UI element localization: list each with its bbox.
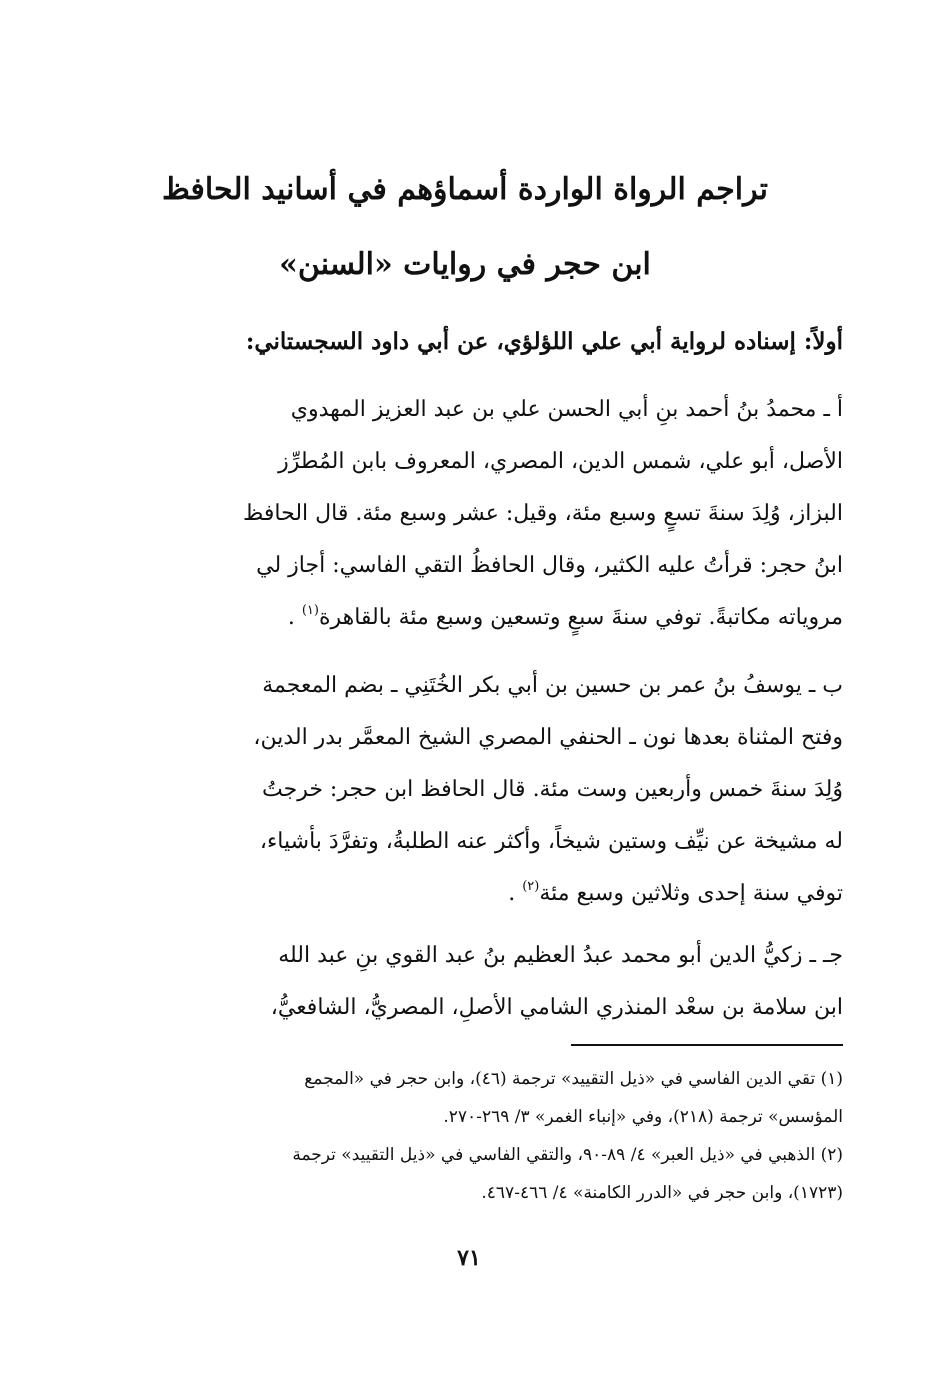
footnote-line: المؤسس» ترجمة (٢١٨)، وفي «إنباء الغمر» ٣/ ٢٦٩-٢٧٠. <box>443 1107 843 1127</box>
footnote-ref-2[interactable]: (٢) <box>522 879 540 894</box>
paragraph-line: له مشيخة عن نيِّف وستين شيخاً، وأكثر عنه الطلبةُ، وتفرَّدَ بأشياء، <box>259 829 843 854</box>
footnote-2 <box>131 1136 843 1212</box>
paragraph-line: وُلِدَ سنةَ خمس وأربعين وست مئة. قال الحافظ ابن حجر: خرجتُ <box>262 777 843 802</box>
paragraph-line: ابن سلامة بن سعْد المنذري الشامي الأصلِ، المصريُّ، الشافعيُّ، <box>270 995 843 1020</box>
page-number: ٧١ <box>457 1245 481 1271</box>
page-title-line-2: ابن حجر في روايات «السنن» <box>279 247 651 282</box>
paragraph-line: أ ـ محمدُ بنُ أحمد بنِ أبي الحسن علي بن عبد العزيز المهدوي <box>290 397 843 422</box>
end-punctuation: . <box>287 605 295 630</box>
paragraph-line-text: مروياته مكاتبةً. توفي سنةَ سبعٍ وتسعين وسبع مئة بالقاهرة <box>318 605 843 630</box>
paragraph-line: وفتح المثناة بعدها نون ـ الحنفي المصري الشيخ المعمَّر بدر الدين، <box>253 725 843 750</box>
footnote-line: (٢) الذهبي في «ذيل العبر» ٤/ ٨٩-٩٠، والتقي الفاسي في «ذيل التقييد» ترجمة <box>292 1145 843 1165</box>
page-title-line-1: تراجم الرواة الواردة أسماؤهم في أسانيد الحافظ <box>162 172 768 207</box>
section-heading: أولاً: إسناده لرواية أبي علي اللؤلؤي، عن أبي داود السجستاني: <box>245 328 843 355</box>
footnote-ref-1[interactable]: (١) <box>301 603 319 618</box>
footnote-line: (١) تقي الدين الفاسي في «ذيل التقييد» ترجمة (٤٦)، وابن حجر في «المجمع <box>304 1069 843 1089</box>
end-punctuation: . <box>508 881 516 906</box>
footnotes <box>131 1060 843 1212</box>
paragraph-line: ب ـ يوسفُ بنُ عمر بن حسين بن أبي بكر الخُتَنِي ـ بضم المعجمة <box>262 673 843 698</box>
paragraph-line: الأصل، أبو علي، شمس الدين، المصري، المعروف بابن المُطرِّز <box>278 449 843 474</box>
paragraph-line: البزاز، وُلِدَ سنةَ تسعٍ وسبع مئة، وقيل: عشر وسبع مئة. قال الحافظ <box>243 501 843 526</box>
paragraph-last-line <box>131 592 843 647</box>
paragraph-line: جـ ـ زكيُّ الدين أبو محمد عبدُ العظيم بنُ عبد القوي بنِ عبد الله <box>278 943 843 968</box>
paragraph-line-text: توفي سنة إحدى وثلاثين وسبع مئة <box>539 881 843 906</box>
footnote-divider <box>571 1044 843 1046</box>
paragraph-c <box>131 930 843 1034</box>
footnote-line: (١٧٢٣)، وابن حجر في «الدرر الكامنة» ٤/ ٤٦٦-٤٦٧. <box>481 1183 843 1203</box>
paragraph-b <box>131 660 843 923</box>
paragraph-a <box>131 384 843 647</box>
paragraph-last-line <box>131 868 843 923</box>
footnote-1 <box>131 1060 843 1136</box>
paragraph-line: ابنُ حجر: قرأتُ عليه الكثير، وقال الحافظُ التقي الفاسي: أجاز لي <box>256 553 843 578</box>
